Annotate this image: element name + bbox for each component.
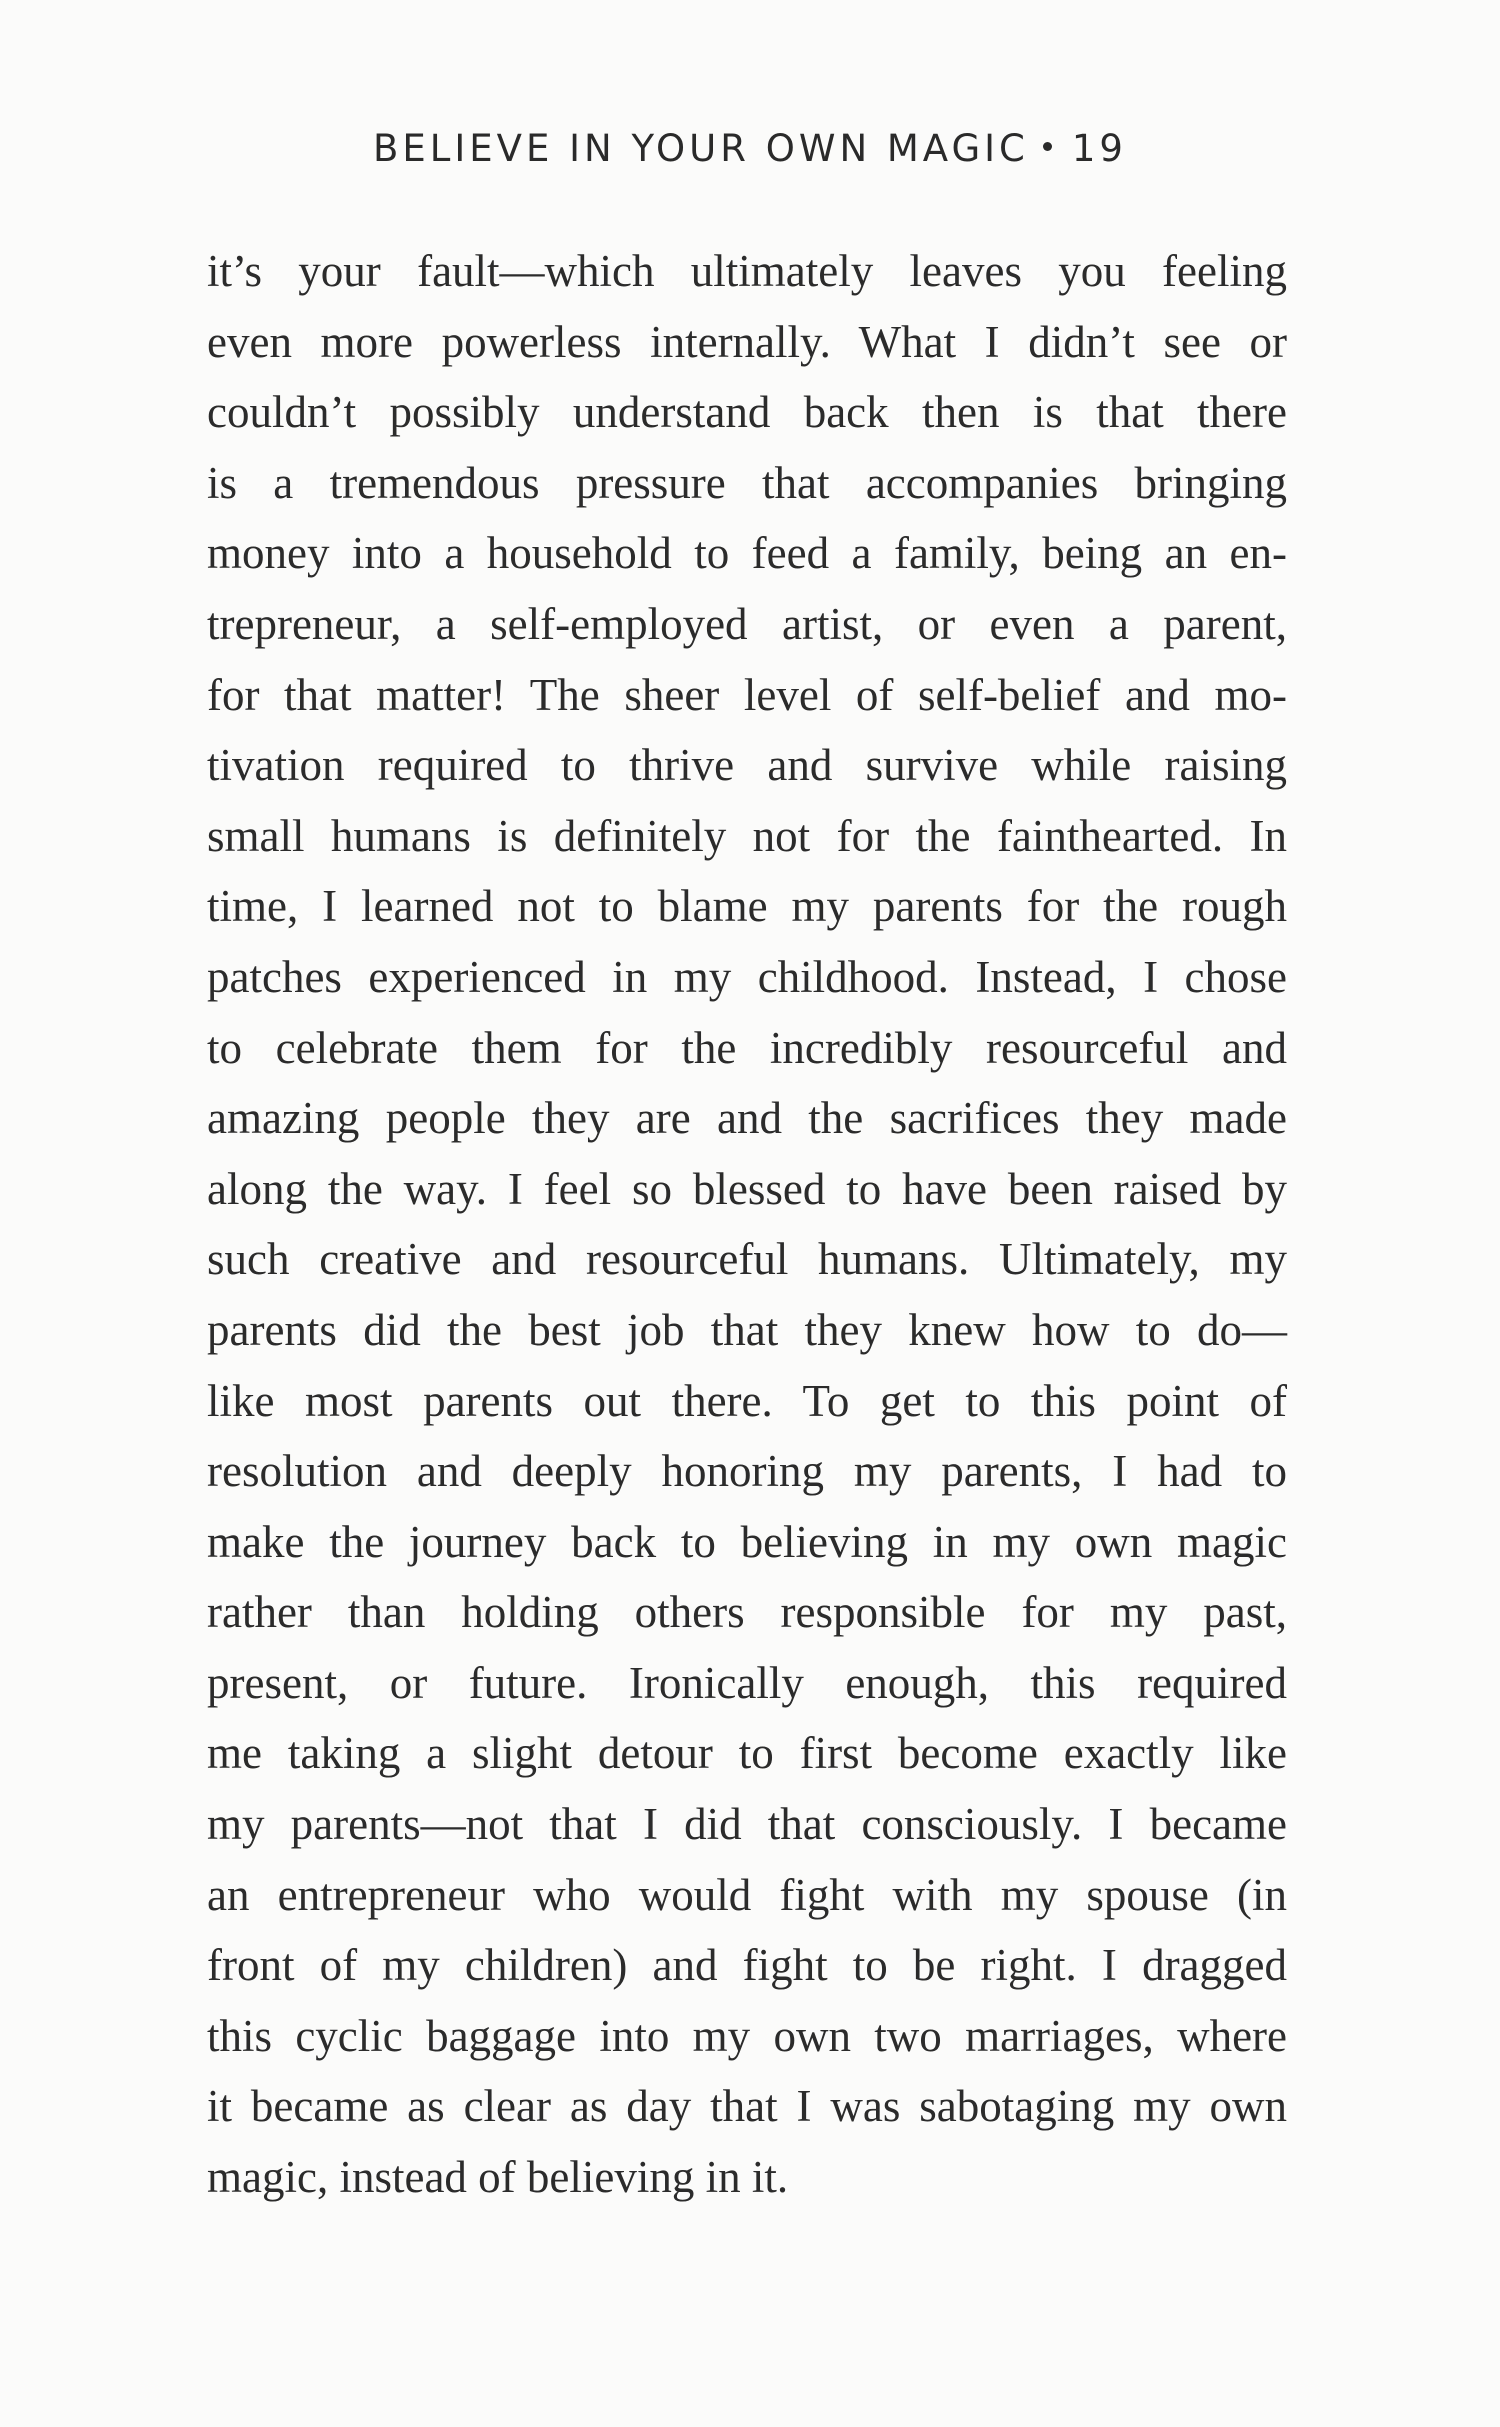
text-line: resolution and deeply honoring my parents, I had to xyxy=(207,1446,1287,1497)
text-line: patches experienced in my childhood. Instead, I chose xyxy=(207,951,1287,1002)
text-line: it became as clear as day that I was sabotaging my own xyxy=(207,2081,1287,2132)
text-line: such creative and resourceful humans. Ultimately, my xyxy=(207,1234,1287,1285)
text-line: for that matter! The sheer level of self-belief and mo- xyxy=(207,669,1287,720)
text-line: tivation required to thrive and survive while raising xyxy=(207,740,1287,791)
text-line: front of my children) and fight to be right. I dragged xyxy=(207,1940,1287,1991)
bullet-separator-icon xyxy=(1043,142,1052,151)
text-line: money into a household to feed a family, being an en- xyxy=(207,528,1287,579)
text-line: even more powerless internally. What I didn’t see or xyxy=(207,316,1287,367)
text-line: small humans is definitely not for the fainthearted. In xyxy=(207,810,1287,861)
text-line: couldn’t possibly understand back then is that there xyxy=(207,387,1287,438)
text-line: like most parents out there. To get to this point of xyxy=(207,1375,1287,1426)
text-line: make the journey back to believing in my own magic xyxy=(207,1516,1287,1567)
page-number: 19 xyxy=(1071,127,1127,170)
text-line: an entrepreneur who would fight with my spouse (in xyxy=(207,1869,1287,1920)
text-line: my parents—not that I did that consciously. I became xyxy=(207,1799,1287,1850)
text-line: time, I learned not to blame my parents for the rough xyxy=(207,881,1287,932)
text-line: me taking a slight detour to first become exactly like xyxy=(207,1728,1287,1779)
text-line: trepreneur, a self-employed artist, or even a parent, xyxy=(207,598,1287,649)
text-line: rather than holding others responsible for my past, xyxy=(207,1587,1287,1638)
text-line: it’s your fault—which ultimately leaves you feeling xyxy=(207,246,1287,296)
text-line: parents did the best job that they knew how to do— xyxy=(207,1304,1287,1355)
text-line: present, or future. Ironically enough, this required xyxy=(207,1657,1287,1708)
text-line: is a tremendous pressure that accompanies bringing xyxy=(207,457,1287,508)
text-line: along the way. I feel so blessed to have been raised by xyxy=(207,1163,1287,1214)
text-line: this cyclic baggage into my own two marriages, where xyxy=(207,2010,1287,2061)
text-line: magic, instead of believing in it. xyxy=(207,2152,789,2203)
running-head-title: BELIEVE IN YOUR OWN MAGIC xyxy=(373,127,1029,170)
text-line: to celebrate them for the incredibly resourceful and xyxy=(207,1022,1287,1073)
text-line: amazing people they are and the sacrifices they made xyxy=(207,1093,1287,1144)
running-head xyxy=(0,127,1500,170)
body-paragraph xyxy=(207,236,1287,2213)
